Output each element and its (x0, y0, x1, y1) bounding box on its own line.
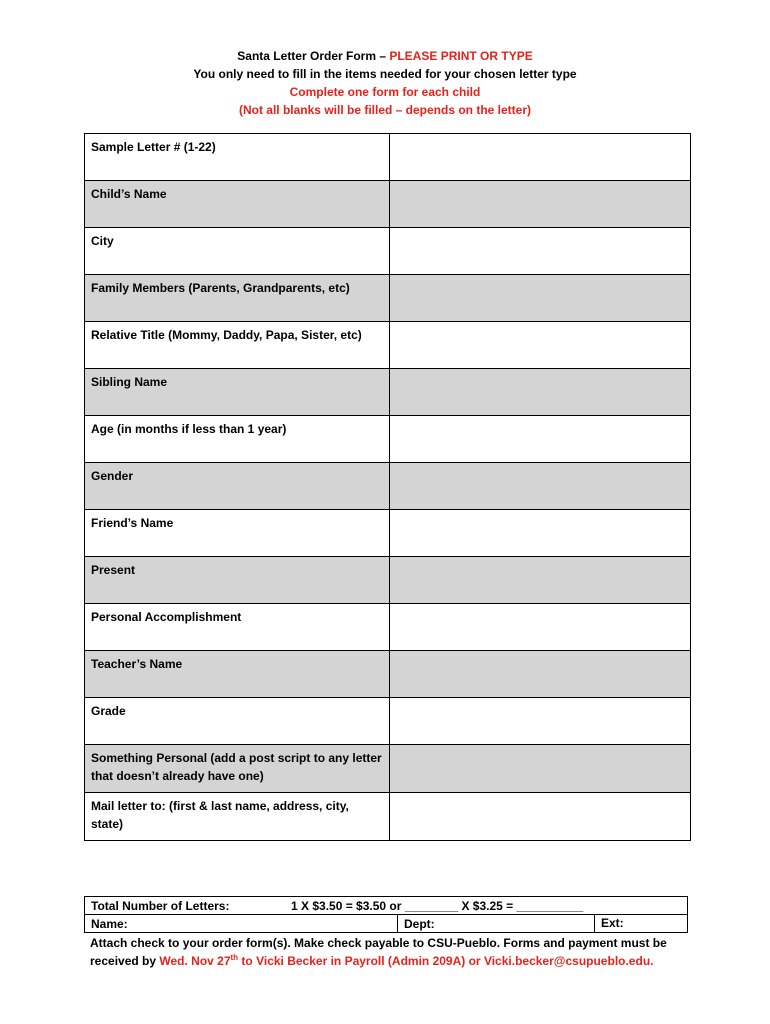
field-label: Gender (85, 463, 390, 510)
notice-line-1: Attach check to your order form(s). Make check payable to CSU-Pueblo. Forms and payment must be (90, 936, 667, 950)
form-row (85, 745, 691, 793)
mail-letter-field[interactable] (390, 793, 691, 841)
print-instruction: PLEASE PRINT OR TYPE (389, 49, 533, 63)
received-by-text: received by (90, 954, 160, 968)
instruction-line: You only need to fill in the items needed for your chosen letter type (193, 67, 577, 81)
field-label: Child’s Name (85, 181, 390, 228)
form-row (85, 651, 691, 698)
form-row (85, 463, 691, 510)
form-row (85, 416, 691, 463)
deadline-date-text: Wed. Nov 27 (159, 954, 231, 968)
field-label: Sample Letter # (1-22) (85, 134, 390, 181)
field-label: Mail letter to: (first & last name, address, city, state) (85, 793, 390, 841)
pricing-text: 1 X $3.50 = $3.50 or ________ X $3.25 = __________ (291, 898, 584, 913)
form-row (85, 557, 691, 604)
form-row (85, 510, 691, 557)
personal-accomplishment-field[interactable] (390, 604, 691, 651)
contact-row (85, 915, 688, 933)
name-cell[interactable] (85, 915, 398, 933)
field-label: Family Members (Parents, Grandparents, etc) (85, 275, 390, 322)
ext-label: Ext: (601, 916, 624, 930)
form-header (0, 47, 770, 119)
field-label: Personal Accomplishment (85, 604, 390, 651)
form-row (85, 134, 691, 181)
age-field[interactable] (390, 416, 691, 463)
field-label: City (85, 228, 390, 275)
blanks-note: (Not all blanks will be filled – depends on the letter) (238, 103, 532, 117)
friends-name-field[interactable] (390, 510, 691, 557)
dept-ext-cell[interactable] (398, 915, 688, 933)
totals-section (84, 896, 688, 933)
notice-line-2 (90, 952, 690, 970)
contact-info: to Vicki Becker in Payroll (Admin 209A) or Vicki.becker@csupueblo.edu. (238, 954, 654, 968)
payment-notice (90, 934, 690, 970)
gender-field[interactable] (390, 463, 691, 510)
something-personal-field[interactable] (390, 745, 691, 793)
deadline-date-suffix: th (230, 953, 239, 962)
form-row (85, 322, 691, 369)
sibling-name-field[interactable] (390, 369, 691, 416)
teachers-name-field[interactable] (390, 651, 691, 698)
form-row (85, 793, 691, 841)
field-label: Age (in months if less than 1 year) (85, 416, 390, 463)
order-form-table (84, 133, 691, 841)
form-row (85, 698, 691, 745)
one-form-note: Complete one form for each child (289, 85, 481, 99)
totals-table (84, 896, 688, 933)
form-row (85, 604, 691, 651)
sample-letter-field[interactable] (390, 134, 691, 181)
field-label: Grade (85, 698, 390, 745)
field-label: Sibling Name (85, 369, 390, 416)
form-row (85, 275, 691, 322)
total-letters-cell[interactable] (85, 897, 688, 915)
totals-row (85, 897, 688, 915)
field-label: Friend’s Name (85, 510, 390, 557)
ext-field[interactable] (594, 915, 624, 932)
deadline-date (159, 954, 653, 968)
form-row (85, 181, 691, 228)
form-row (85, 228, 691, 275)
form-title: Santa Letter Order Form – (237, 49, 390, 63)
city-field[interactable] (390, 228, 691, 275)
form-row (85, 369, 691, 416)
total-letters-label: Total Number of Letters: (91, 898, 230, 913)
field-label: Teacher’s Name (85, 651, 390, 698)
field-label: Present (85, 557, 390, 604)
field-label: Something Personal (add a post script to any letter that doesn’t already have one) (85, 745, 390, 793)
present-field[interactable] (390, 557, 691, 604)
field-label: Relative Title (Mommy, Daddy, Papa, Sister, etc) (85, 322, 390, 369)
family-members-field[interactable] (390, 275, 691, 322)
grade-field[interactable] (390, 698, 691, 745)
dept-label: Dept: (404, 916, 435, 931)
relative-title-field[interactable] (390, 322, 691, 369)
name-label: Name: (91, 916, 128, 931)
childs-name-field[interactable] (390, 181, 691, 228)
title-line (0, 47, 770, 65)
